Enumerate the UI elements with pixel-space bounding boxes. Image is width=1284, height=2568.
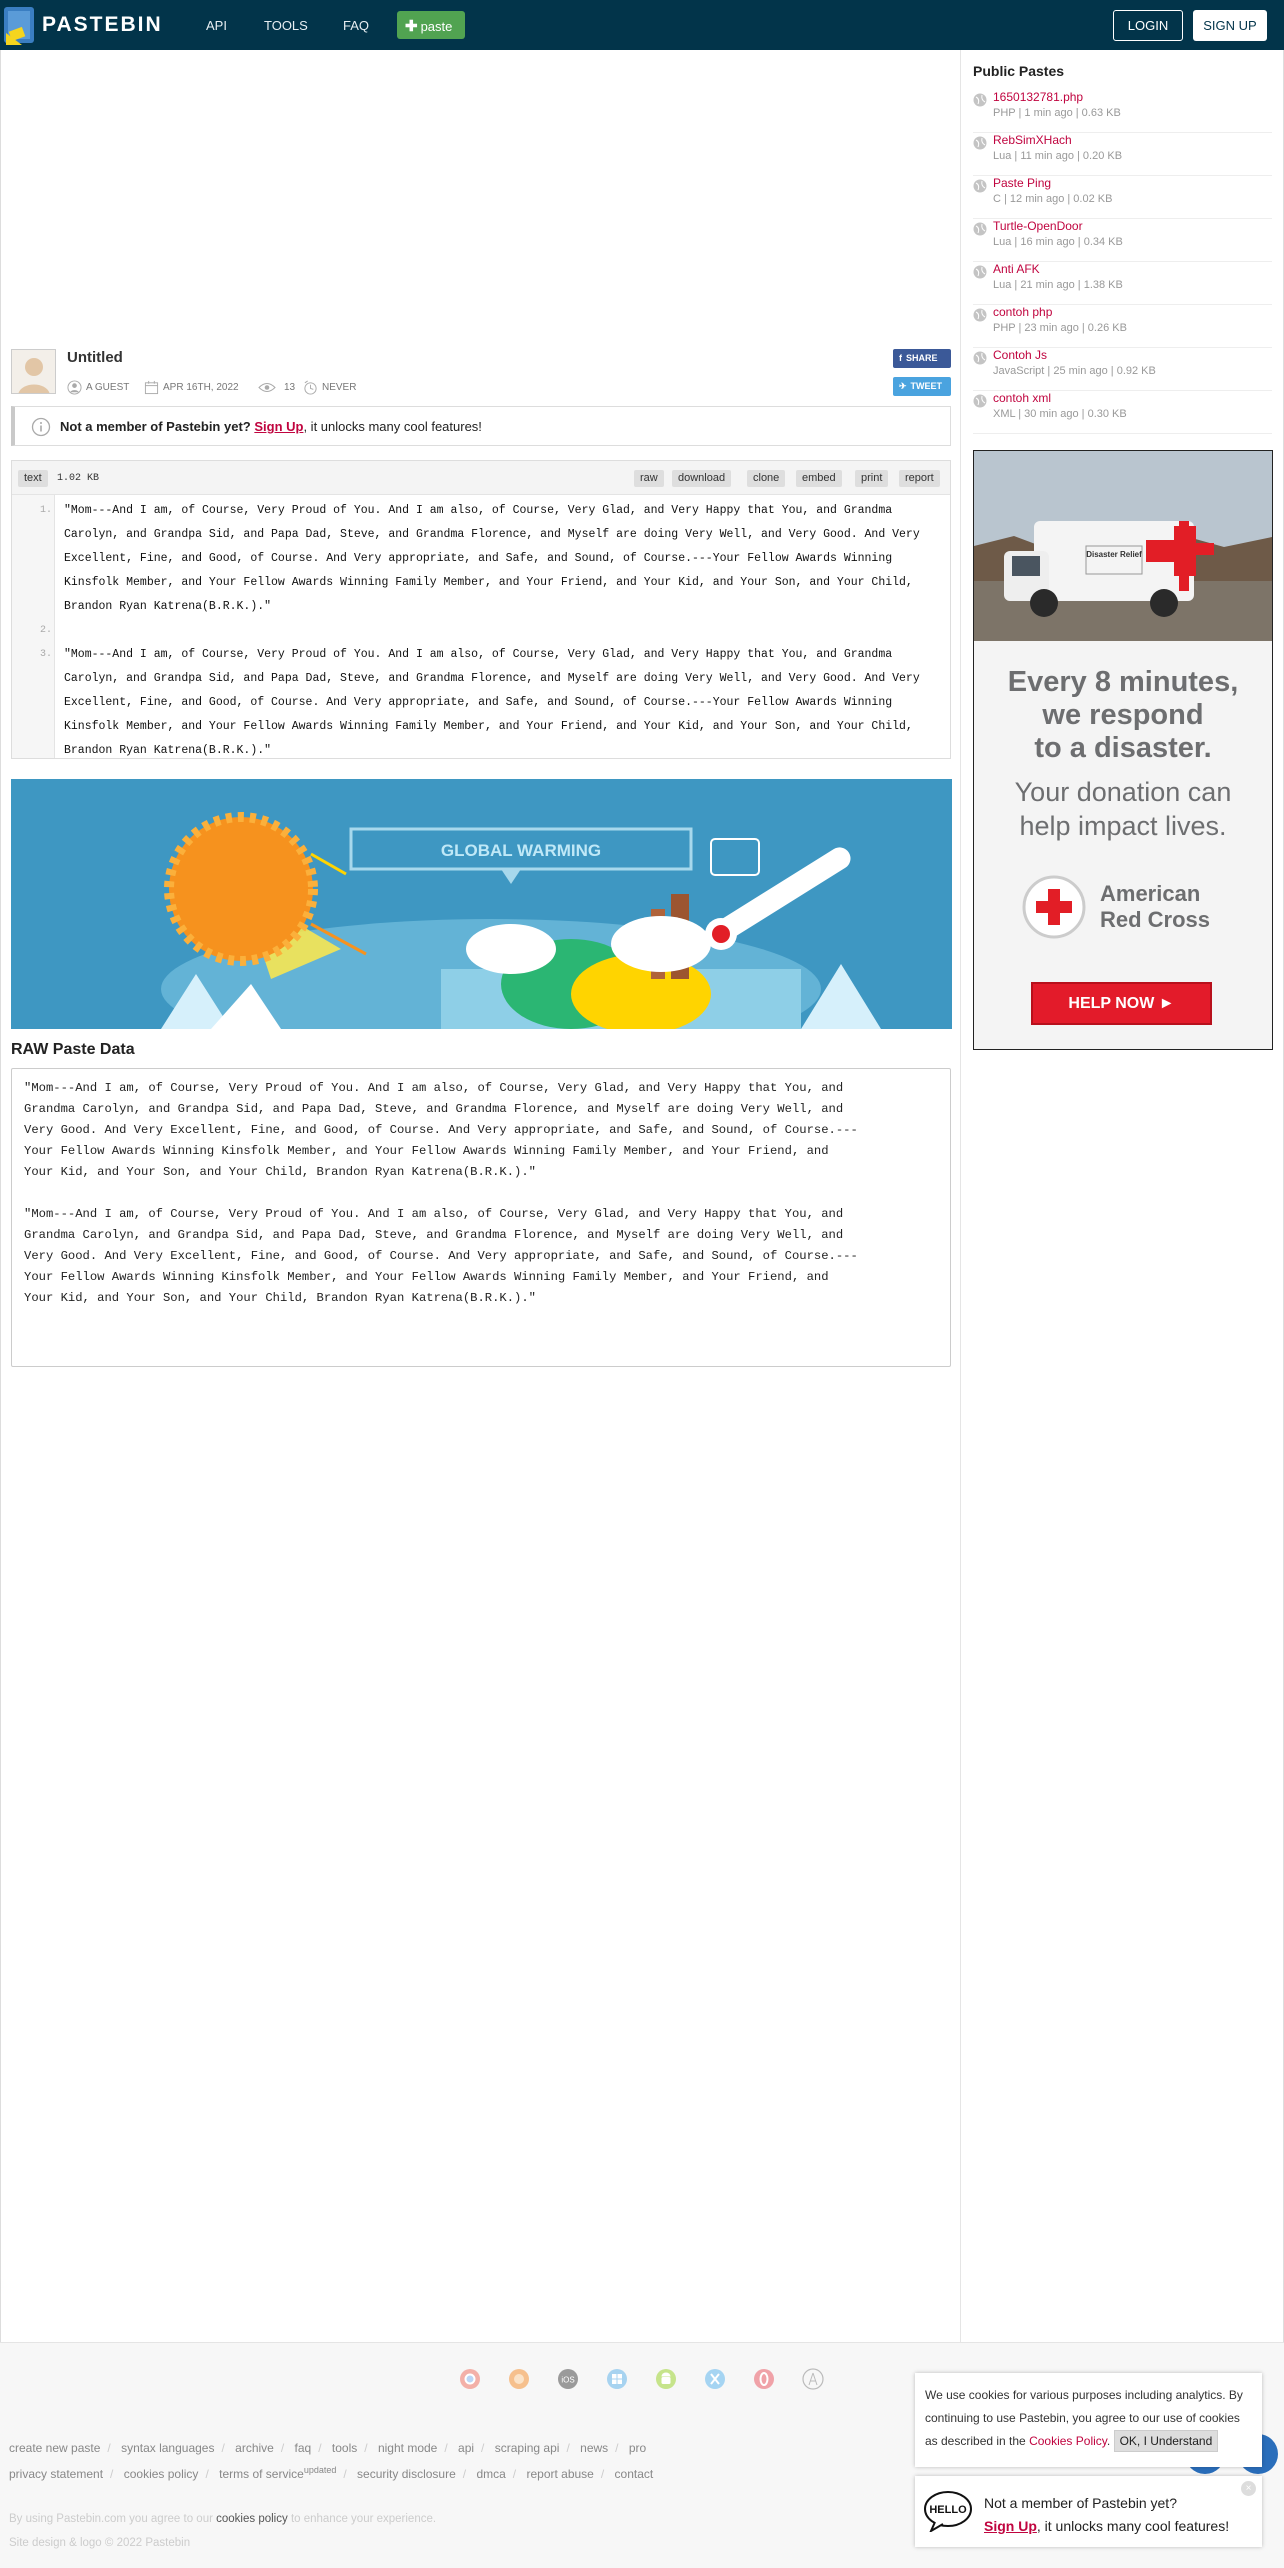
code-toolbar <box>12 461 950 495</box>
public-paste-item[interactable] <box>973 262 1272 305</box>
raw-paste-title: RAW Paste Data <box>11 1041 135 1058</box>
public-paste-meta: C | 12 min ago | 0.02 KB <box>993 193 1113 205</box>
ad-subline-2: help impact lives. <box>1019 811 1227 841</box>
calendar-icon <box>144 380 159 395</box>
public-paste-name[interactable]: contoh php <box>993 305 1053 319</box>
footer-link-cookies-policy[interactable]: cookies policy <box>123 2467 199 2481</box>
public-paste-meta: PHP | 1 min ago | 0.63 KB <box>993 107 1121 119</box>
user-icon <box>67 380 82 395</box>
globe-icon <box>973 136 987 150</box>
line-number: 3. <box>39 649 52 660</box>
footer-separator: / <box>615 2441 619 2455</box>
cookie-text-line3: as described in the <box>925 2434 1026 2448</box>
new-paste-label: paste <box>420 19 453 34</box>
public-paste-name[interactable]: contoh xml <box>993 391 1052 405</box>
footer-separator: / <box>205 2467 209 2481</box>
footer-link-pro[interactable]: pro <box>628 2441 647 2455</box>
footer-link-create-new-paste[interactable]: create new paste <box>9 2441 101 2455</box>
paste-size: 1.02 KB <box>57 473 100 484</box>
red-cross-icon <box>1022 875 1086 939</box>
footer-separator: / <box>512 2467 517 2481</box>
footer-links-row2 <box>9 2465 653 2481</box>
raw-line: Grandma Carolyn, and Grandpa Sid, and Papa Dad, Steve, and Grandma Florence, and Myself are doing Very Well, and <box>24 1228 844 1242</box>
cookie-consent-popup: We use cookies for various purposes including analytics. By continuing to use Pastebin, you agree to our use of cookies as described in the Cookies Policy. OK, I Understand <box>915 2373 1262 2467</box>
code-line: "Mom---And I am, of Course, Very Proud of You. And I am also, of Course, Very Glad, and Very Happy that You, and Grandma <box>64 648 893 661</box>
public-paste-meta: Lua | 16 min ago | 0.34 KB <box>993 236 1123 248</box>
footer-separator: / <box>280 2441 285 2455</box>
public-paste-item[interactable] <box>973 219 1272 262</box>
footer-separator: / <box>343 2467 347 2481</box>
public-paste-item[interactable] <box>973 133 1272 176</box>
footer-link-contact[interactable]: contact <box>614 2467 654 2481</box>
paste-expiry <box>303 380 356 395</box>
footer-link-syntax-languages[interactable]: syntax languages <box>121 2441 215 2455</box>
ios-icon[interactable] <box>557 2368 579 2390</box>
footer-link-privacy-statement[interactable]: privacy statement <box>9 2467 104 2481</box>
tweet-label: TWEET <box>910 381 943 391</box>
expiry-clock-icon <box>303 380 318 395</box>
public-paste-name[interactable]: Turtle-OpenDoor <box>993 219 1083 233</box>
globe-icon <box>973 351 987 365</box>
public-paste-meta: Lua | 11 min ago | 0.20 KB <box>993 150 1123 162</box>
raw-button[interactable]: raw <box>634 470 664 487</box>
code-line: Excellent, Fine, and Good, of Course. And Very appropriate, and Safe, and Sound, of Course.---Your Fellow Awards Winning <box>64 696 893 709</box>
code-line: "Mom---And I am, of Course, Very Proud of You. And I am also, of Course, Very Glad, and Very Happy that You, and Grandma <box>64 504 893 517</box>
raw-line: Your Fellow Awards Winning Kinsfolk Member, and Your Fellow Awards Winning Family Member, and Your Friend, and <box>24 1144 829 1158</box>
global-warming-ad-banner[interactable] <box>11 779 952 1029</box>
footer-separator: / <box>110 2467 114 2481</box>
plus-icon: ✚ <box>405 18 418 35</box>
info-icon <box>31 417 51 437</box>
code-line: Kinsfolk Member, and Your Fellow Awards Winning Family Member, and Your Friend, and Your Kid, and Your Son, and Your Child, <box>64 576 913 589</box>
footer-separator: / <box>318 2441 322 2455</box>
hello-logo-text: HELLO <box>929 2504 967 2516</box>
signup-button[interactable]: SIGN UP <box>1193 10 1267 41</box>
public-paste-item[interactable] <box>973 176 1272 219</box>
raw-line: Grandma Carolyn, and Grandpa Sid, and Papa Dad, Steve, and Grandma Florence, and Myself are doing Very Well, and <box>24 1102 844 1116</box>
chrome-icon[interactable] <box>459 2368 481 2390</box>
signup-notice <box>11 406 951 446</box>
footer-separator: / <box>462 2467 467 2481</box>
footer-cookie-note <box>9 2513 436 2525</box>
footer-separator: / <box>107 2441 111 2455</box>
ad-headline-2: we respond <box>1042 699 1204 731</box>
raw-paragraph <box>24 1204 938 1309</box>
footer-link-scraping-api[interactable]: scraping api <box>494 2441 560 2455</box>
pastebin-logo-icon[interactable] <box>2 3 38 45</box>
raw-line: Your Kid, and Your Son, and Your Child, Brandon Ryan Katrena(B.R.K.)." <box>24 1165 536 1179</box>
facebook-icon: f <box>899 353 902 363</box>
firefox-icon[interactable] <box>508 2368 530 2390</box>
paste-title: Untitled <box>67 349 123 366</box>
share-label: SHARE <box>906 353 938 363</box>
paste-date-label: APR 16TH, 2022 <box>163 382 239 393</box>
raw-paste-textarea[interactable] <box>11 1068 951 1367</box>
globe-icon <box>973 93 987 107</box>
public-paste-meta: XML | 30 min ago | 0.30 KB <box>993 408 1127 420</box>
public-paste-item[interactable] <box>973 391 1272 434</box>
cookie-ok-button[interactable]: OK, I Understand <box>1114 2430 1219 2452</box>
footer-link-dmca[interactable]: dmca <box>476 2467 506 2481</box>
globe-icon <box>973 222 987 236</box>
public-paste-name[interactable]: Contoh Js <box>993 348 1048 362</box>
global-warming-label: GLOBAL WARMING <box>440 841 602 860</box>
notice-signup-link[interactable]: Sign Up <box>254 419 304 434</box>
footer-link-faq[interactable]: faq <box>294 2441 312 2455</box>
footer-link-night-mode[interactable]: night mode <box>377 2441 438 2455</box>
paste-views <box>258 380 295 395</box>
footer-note-prefix: By using Pastebin.com you agree to our <box>9 2513 213 2525</box>
footer-separator: / <box>481 2441 485 2455</box>
download-button[interactable]: download <box>672 470 731 487</box>
paste-views-label: 13 <box>284 382 296 393</box>
code-line: Excellent, Fine, and Good, of Course. And Very appropriate, and Safe, and Sound, of Course.---Your Fellow Awards Winning <box>64 552 893 565</box>
help-now-button[interactable]: HELP NOW ► <box>1031 982 1212 1025</box>
public-paste-name[interactable]: Anti AFK <box>993 262 1040 276</box>
global-warming-illustration <box>11 779 952 1029</box>
footer-link-news[interactable]: news <box>580 2441 609 2455</box>
footer-note-suffix: to enhance your experience. <box>290 2513 437 2525</box>
guest-avatar-icon <box>12 350 56 394</box>
cookie-policy-link[interactable]: Cookies Policy <box>1029 2434 1107 2448</box>
notice-bold-text: Not a member of Pastebin yet? <box>60 419 251 434</box>
footer-separator: / <box>444 2441 448 2455</box>
public-paste-item[interactable] <box>973 348 1272 391</box>
android-icon[interactable] <box>655 2368 677 2390</box>
public-paste-meta: JavaScript | 25 min ago | 0.92 KB <box>993 365 1156 377</box>
ad-subline-1: Your donation can <box>1014 777 1232 807</box>
public-pastes-title: Public Pastes <box>973 63 1065 79</box>
footer-link-report-abuse[interactable]: report abuse <box>526 2467 594 2481</box>
code-line: Brandon Ryan Katrena(B.R.K.)." <box>64 744 272 757</box>
new-paste-button[interactable] <box>397 11 465 39</box>
public-paste-name[interactable]: RebSimXHach <box>993 133 1072 147</box>
public-paste-meta: PHP | 23 min ago | 0.26 KB <box>993 322 1127 334</box>
footer-separator: / <box>221 2441 225 2455</box>
code-line: Carolyn, and Grandpa Sid, and Papa Dad, Steve, and Grandma Florence, and Myself are doing Very Well, and Very Good. And Very <box>64 672 920 685</box>
paste-author[interactable] <box>67 380 129 395</box>
nav-api[interactable]: API <box>206 18 227 33</box>
report-button[interactable]: report <box>899 470 940 487</box>
sidebar-divider <box>960 50 961 2342</box>
raw-line: Your Fellow Awards Winning Kinsfolk Member, and Your Fellow Awards Winning Family Member, and Your Friend, and <box>24 1270 829 1284</box>
facebook-share-button[interactable] <box>893 349 951 368</box>
opera-icon[interactable] <box>753 2368 775 2390</box>
hello-signup-popup <box>915 2476 1262 2547</box>
raw-line: Your Kid, and Your Son, and Your Child, Brandon Ryan Katrena(B.R.K.)." <box>24 1291 536 1305</box>
clone-button[interactable]: clone <box>747 470 785 487</box>
ad-headline-3: to a disaster. <box>1034 732 1212 764</box>
macos-icon[interactable] <box>704 2368 726 2390</box>
tweet-button[interactable] <box>893 377 951 396</box>
raw-line: "Mom---And I am, of Course, Very Proud of You. And I am also, of Course, Very Glad, and Very Happy that You, and <box>24 1207 844 1221</box>
line-number: 1. <box>39 505 52 516</box>
globe-icon <box>973 394 987 408</box>
red-cross-logo-line1: American <box>1100 881 1201 906</box>
ad-headline-1: Every 8 minutes, <box>1007 666 1239 698</box>
public-paste-name[interactable]: 1650132781.php <box>993 90 1084 104</box>
public-paste-item[interactable] <box>973 90 1272 133</box>
red-cross-ad[interactable] <box>973 450 1273 1050</box>
hello-line2: , it unlocks many cool features! <box>1036 2518 1230 2534</box>
footer-copyright: Site design & logo © 2022 Pastebin <box>9 2537 191 2549</box>
globe-icon <box>973 179 987 193</box>
embed-button[interactable]: embed <box>796 470 842 487</box>
code-line: Brandon Ryan Katrena(B.R.K.)." <box>64 600 272 613</box>
syntax-badge[interactable]: text <box>18 470 48 487</box>
raw-line: Very Good. And Very Excellent, Fine, and Good, of Course. And Very appropriate, and Safe, and Sound, of Course.--- <box>24 1123 858 1137</box>
public-paste-meta: Lua | 21 min ago | 1.38 KB <box>993 279 1123 291</box>
hello-line1: Not a member of Pastebin yet? <box>984 2495 1177 2511</box>
nav-faq[interactable]: FAQ <box>343 18 370 33</box>
top-header <box>0 0 1284 50</box>
footer-separator: / <box>364 2441 368 2455</box>
paste-expiry-label: NEVER <box>322 382 357 393</box>
disaster-relief-van-photo <box>974 451 1272 641</box>
svg-text:iOS: iOS <box>561 2375 575 2385</box>
hello-text <box>984 2492 1229 2538</box>
footer-link-security-disclosure[interactable]: security disclosure <box>357 2467 456 2481</box>
guest-avatar <box>11 349 56 394</box>
nav-tools[interactable]: TOOLS <box>264 18 308 33</box>
footer-link-archive[interactable]: archive <box>235 2441 274 2455</box>
paste-code-box <box>11 460 951 759</box>
notice-rest-text: , it unlocks many cool features! <box>303 419 482 434</box>
footer-note-cookies-link[interactable]: cookies policy <box>216 2513 288 2525</box>
twitter-icon: ✈ <box>899 381 907 391</box>
print-button[interactable]: print <box>855 470 888 487</box>
paste-date <box>144 380 239 395</box>
hello-speech-bubble-icon <box>923 2490 973 2532</box>
globe-icon <box>973 308 987 322</box>
footer-link-api[interactable]: api <box>458 2441 475 2455</box>
login-button[interactable]: LOGIN <box>1113 10 1183 41</box>
globe-icon <box>973 265 987 279</box>
cookie-text-line1: We use cookies for various purposes including analytics. By <box>925 2388 1243 2402</box>
eye-icon <box>258 380 276 395</box>
cookie-text-line2: continuing to use Pastebin, you agree to our use of cookies <box>925 2411 1240 2425</box>
raw-paragraph <box>24 1078 938 1183</box>
public-paste-item[interactable] <box>973 305 1272 348</box>
footer-separator: / <box>600 2467 605 2481</box>
brand-name[interactable]: PASTEBIN <box>42 13 163 36</box>
raw-line: Very Good. And Very Excellent, Fine, and Good, of Course. And Very appropriate, and Safe, and Sound, of Course.--- <box>24 1249 858 1263</box>
code-line: Carolyn, and Grandpa Sid, and Papa Dad, Steve, and Grandma Florence, and Myself are doing Very Well, and Very Good. And Very <box>64 528 920 541</box>
paste-author-label: A GUEST <box>86 382 130 393</box>
footer-links-row1 <box>9 2441 646 2455</box>
close-icon[interactable]: × <box>1241 2481 1256 2496</box>
linux-icon[interactable] <box>802 2368 824 2390</box>
windows-icon[interactable] <box>606 2368 628 2390</box>
line-number: 2. <box>39 625 52 636</box>
hello-signup-link[interactable]: Sign Up <box>984 2518 1037 2534</box>
updated-badge: updated <box>303 2465 337 2475</box>
footer-link-tools[interactable]: tools <box>331 2441 358 2455</box>
footer-link-terms-of-service[interactable]: terms of service <box>219 2467 304 2481</box>
footer-separator: / <box>566 2441 570 2455</box>
red-cross-logo-line2: Red Cross <box>1100 907 1211 932</box>
public-paste-name[interactable]: Paste Ping <box>993 176 1052 190</box>
raw-line: "Mom---And I am, of Course, Very Proud of You. And I am also, of Course, Very Glad, and Very Happy that You, and <box>24 1081 844 1095</box>
van-label: Disaster Relief <box>1086 550 1142 559</box>
code-line: Kinsfolk Member, and Your Fellow Awards Winning Family Member, and Your Friend, and Your Kid, and Your Son, and Your Child, <box>64 720 913 733</box>
